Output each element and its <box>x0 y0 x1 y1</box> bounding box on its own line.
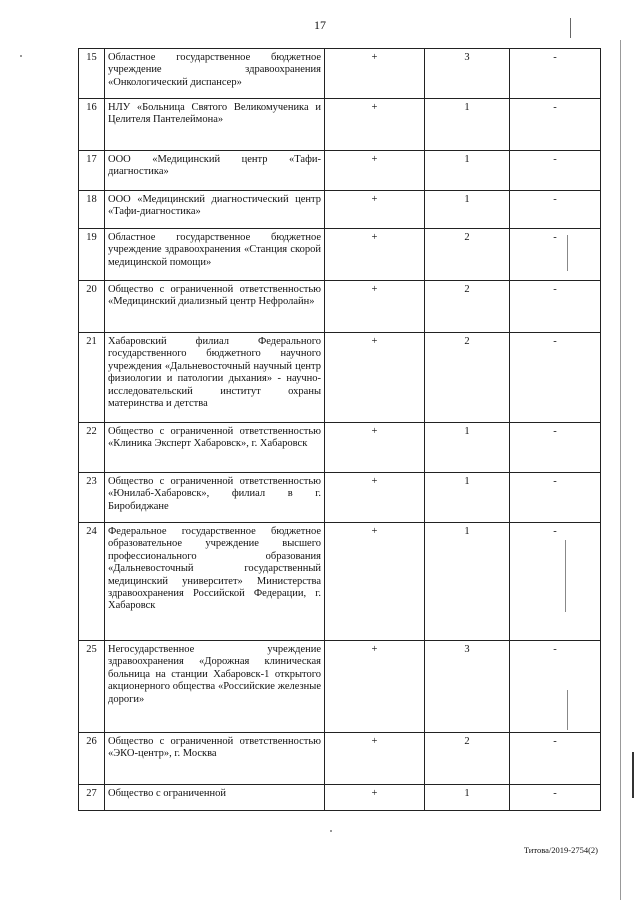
mark-cell: + <box>325 333 425 423</box>
organization-name: Общество с ограниченной ответственностью «Юнилаб-Хабаровск», филиал в г. Биробиджане <box>105 473 325 523</box>
mark-cell: + <box>325 423 425 473</box>
table-row <box>79 281 601 333</box>
dash-cell: - <box>510 281 601 333</box>
row-number: 24 <box>79 523 105 641</box>
dash-cell: - <box>510 49 601 99</box>
row-number: 25 <box>79 641 105 733</box>
organization-name: Общество с ограниченной <box>105 785 325 811</box>
organization-name: Федеральное государственное бюджетное образовательное учреждение высшего профессионального образования «Дальневосточный государственный медицинский университет» Министерства здравоохранения Российской Федерации, г. Хабаровск <box>105 523 325 641</box>
count-cell: 1 <box>425 423 510 473</box>
organization-name: ООО «Медицинский диагностический центр «Тафи-диагностика» <box>105 191 325 229</box>
row-number: 16 <box>79 99 105 151</box>
mark-cell: + <box>325 785 425 811</box>
mark-cell: + <box>325 191 425 229</box>
organizations-table <box>78 48 601 811</box>
row-number: 20 <box>79 281 105 333</box>
table-row <box>79 641 601 733</box>
organization-name: Общество с ограниченной ответственностью «Медицинский диализный центр Нефролайн» <box>105 281 325 333</box>
count-cell: 1 <box>425 473 510 523</box>
table-row <box>79 229 601 281</box>
scan-mark <box>567 235 568 271</box>
organization-name: НЛУ «Больница Святого Великомученика и Целителя Пантелеймона» <box>105 99 325 151</box>
table-row <box>79 733 601 785</box>
dash-cell: - <box>510 423 601 473</box>
scan-dot <box>20 55 22 57</box>
scan-mark <box>570 18 571 38</box>
scan-mark <box>632 752 634 798</box>
dash-cell: - <box>510 151 601 191</box>
count-cell: 2 <box>425 733 510 785</box>
count-cell: 1 <box>425 785 510 811</box>
row-number: 21 <box>79 333 105 423</box>
count-cell: 2 <box>425 281 510 333</box>
mark-cell: + <box>325 281 425 333</box>
scan-mark <box>567 690 568 730</box>
dash-cell: - <box>510 191 601 229</box>
row-number: 17 <box>79 151 105 191</box>
row-number: 19 <box>79 229 105 281</box>
count-cell: 1 <box>425 99 510 151</box>
count-cell: 1 <box>425 191 510 229</box>
dash-cell: - <box>510 641 601 733</box>
row-number: 22 <box>79 423 105 473</box>
scan-dot <box>330 830 332 832</box>
organization-name: Областное государственное бюджетное учреждение здравоохранения «Станция скорой медицинской помощи» <box>105 229 325 281</box>
table-row <box>79 333 601 423</box>
mark-cell: + <box>325 151 425 191</box>
organization-name: Общество с ограниченной ответственностью «Клиника Эксперт Хабаровск», г. Хабаровск <box>105 423 325 473</box>
count-cell: 3 <box>425 49 510 99</box>
dash-cell: - <box>510 99 601 151</box>
scan-margin-line <box>620 40 621 900</box>
row-number: 26 <box>79 733 105 785</box>
count-cell: 3 <box>425 641 510 733</box>
table-row <box>79 151 601 191</box>
organization-name: Хабаровский филиал Федерального государственного бюджетного научного учреждения «Дальневосточный научный центр физиологии и патологии дыхания» - научно-исследовательский институт охраны материнства и детства <box>105 333 325 423</box>
count-cell: 1 <box>425 151 510 191</box>
mark-cell: + <box>325 229 425 281</box>
row-number: 23 <box>79 473 105 523</box>
mark-cell: + <box>325 733 425 785</box>
mark-cell: + <box>325 523 425 641</box>
row-number: 27 <box>79 785 105 811</box>
row-number: 15 <box>79 49 105 99</box>
dash-cell: - <box>510 733 601 785</box>
mark-cell: + <box>325 99 425 151</box>
mark-cell: + <box>325 473 425 523</box>
table-row <box>79 191 601 229</box>
dash-cell: - <box>510 785 601 811</box>
document-code: Титова/2019-2754(2) <box>523 845 598 855</box>
dash-cell: - <box>510 229 601 281</box>
organization-name: ООО «Медицинский центр «Тафи-диагностика» <box>105 151 325 191</box>
mark-cell: + <box>325 641 425 733</box>
scan-mark <box>565 540 566 612</box>
table-row <box>79 523 601 641</box>
count-cell: 1 <box>425 523 510 641</box>
page-number: 17 <box>314 18 326 32</box>
table-row <box>79 423 601 473</box>
table-row <box>79 785 601 811</box>
table-row <box>79 99 601 151</box>
organization-name: Негосударственное учреждение здравоохранения «Дорожная клиническая больница на станции Хабаровск-1 открытого акционерного общества «Российские железные дороги» <box>105 641 325 733</box>
count-cell: 2 <box>425 229 510 281</box>
dash-cell: - <box>510 523 601 641</box>
dash-cell: - <box>510 473 601 523</box>
count-cell: 2 <box>425 333 510 423</box>
dash-cell: - <box>510 333 601 423</box>
table-row <box>79 473 601 523</box>
organization-name: Областное государственное бюджетное учреждение здравоохранения «Онкологический диспансер» <box>105 49 325 99</box>
mark-cell: + <box>325 49 425 99</box>
table-row <box>79 49 601 99</box>
row-number: 18 <box>79 191 105 229</box>
organization-name: Общество с ограниченной ответственностью «ЭКО-центр», г. Москва <box>105 733 325 785</box>
